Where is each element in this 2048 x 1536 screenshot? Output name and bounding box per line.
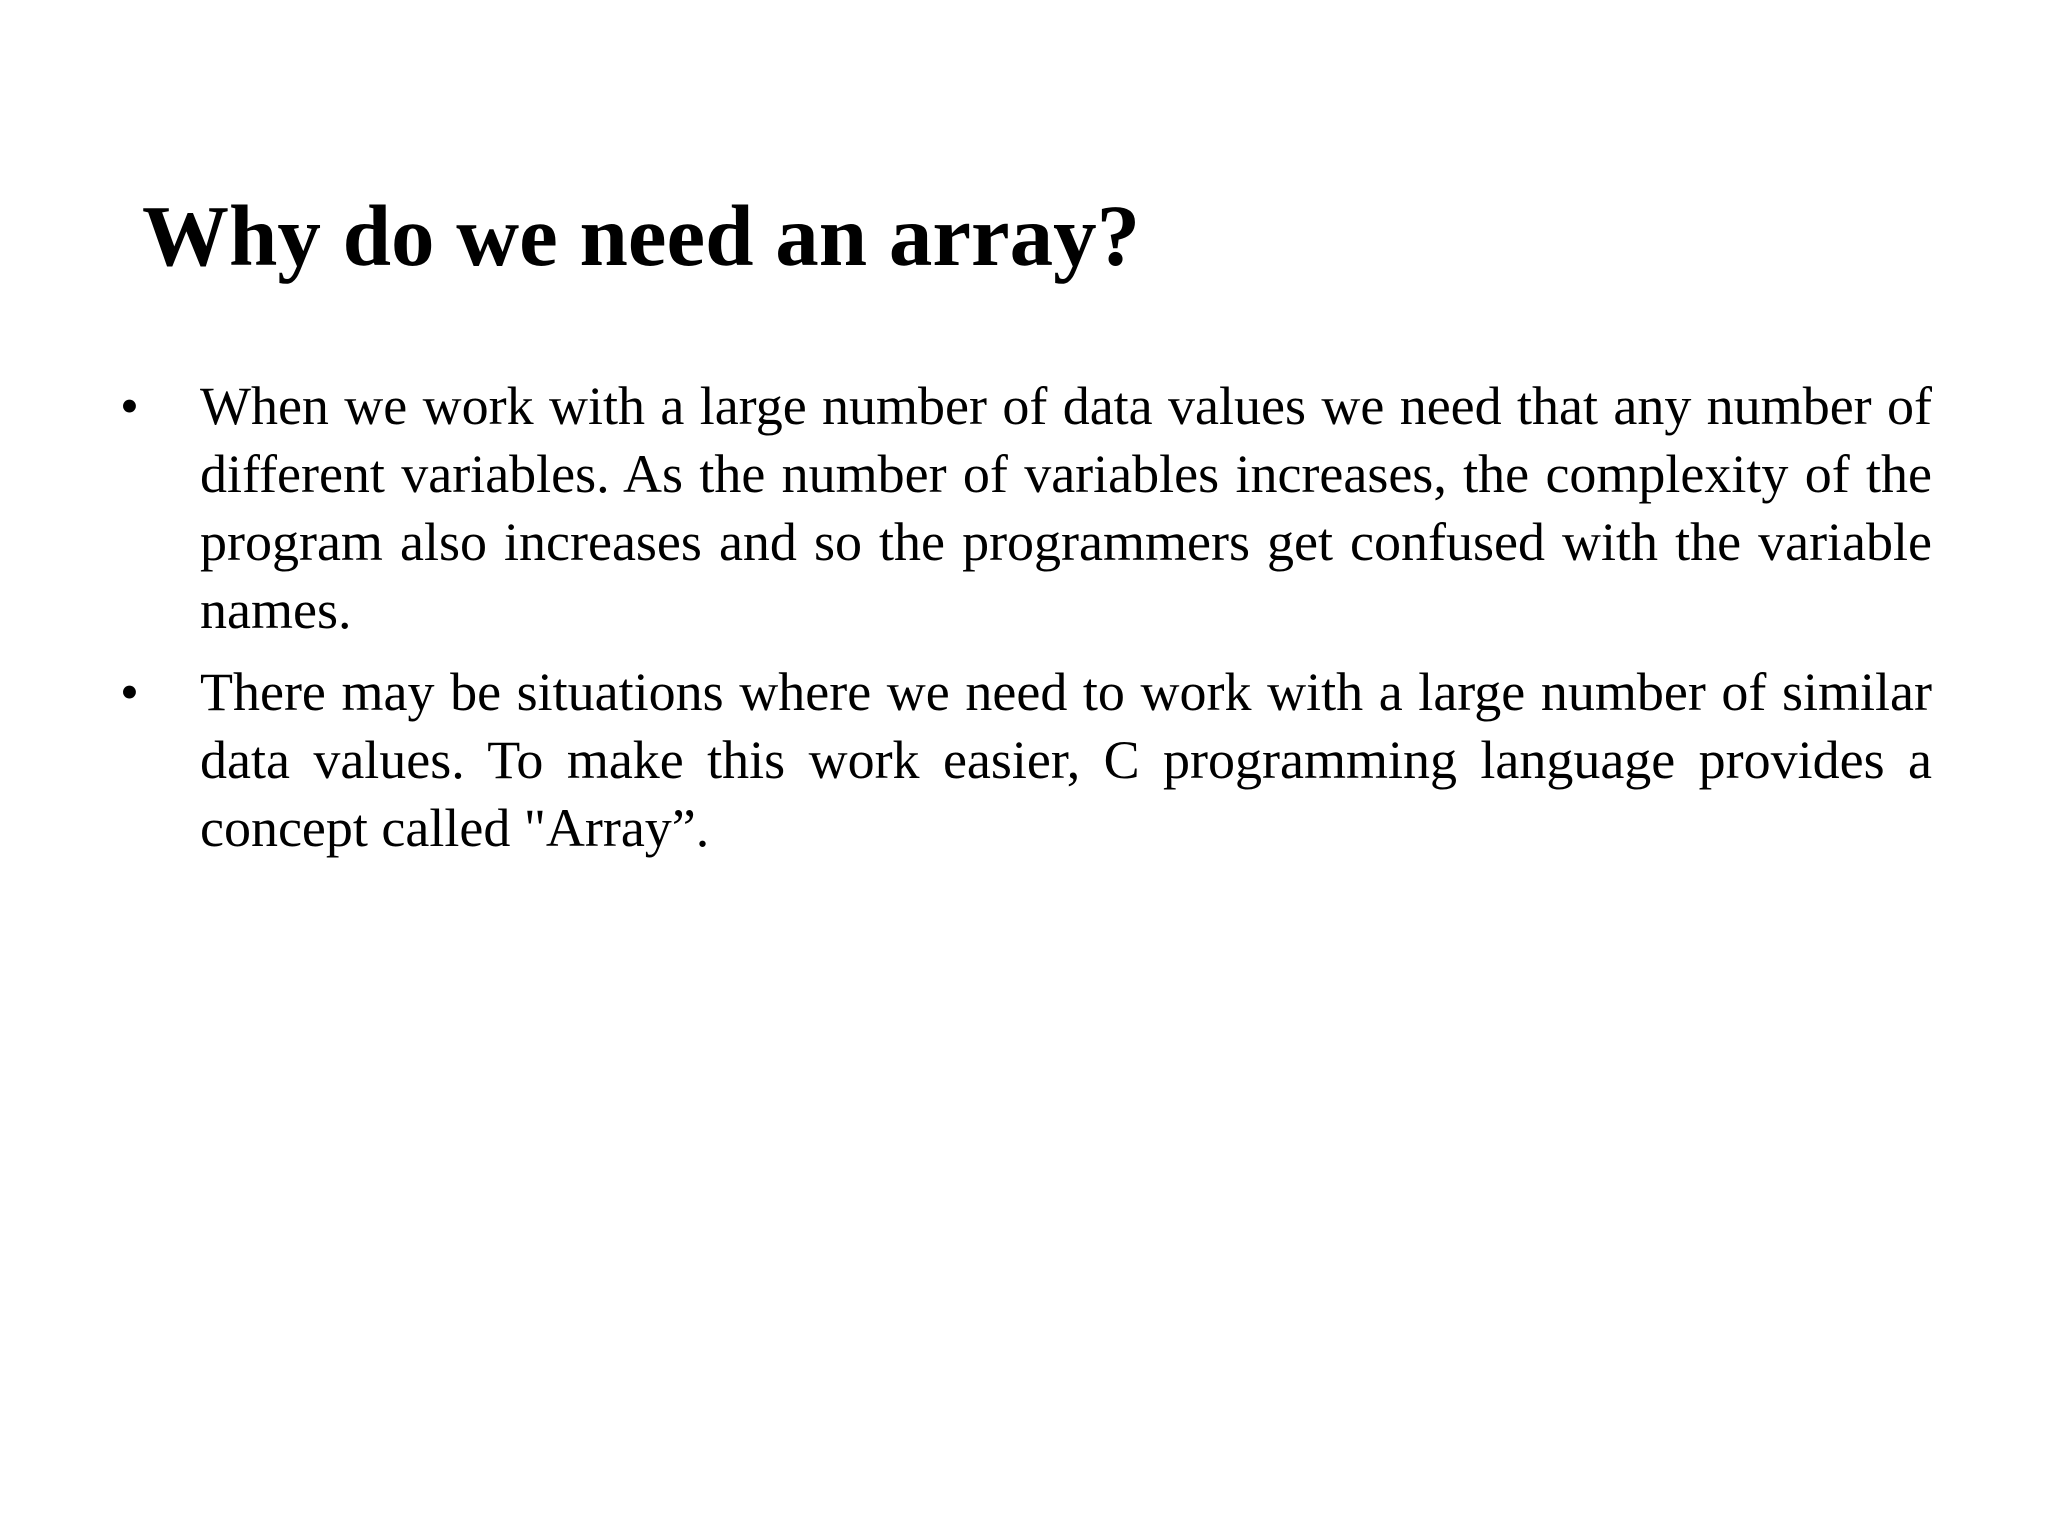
bullet-marker-icon: •: [120, 662, 139, 722]
bullet-item: [120, 372, 1932, 644]
bullet-list: [120, 372, 1932, 876]
bullet-item: [120, 658, 1932, 862]
slide-title: Why do we need an array?: [142, 187, 1141, 284]
bullet-text: There may be situations where we need to work with a large number of similar data values. To make this work easier, C programming language provides a concept called "Array”.: [200, 662, 1932, 858]
bullet-marker-icon: •: [120, 376, 139, 436]
bullet-text: When we work with a large number of data values we need that any number of different variables. As the number of variables increases, the complexity of the program also increases and so the programmers get confused with the variable names.: [200, 376, 1932, 640]
